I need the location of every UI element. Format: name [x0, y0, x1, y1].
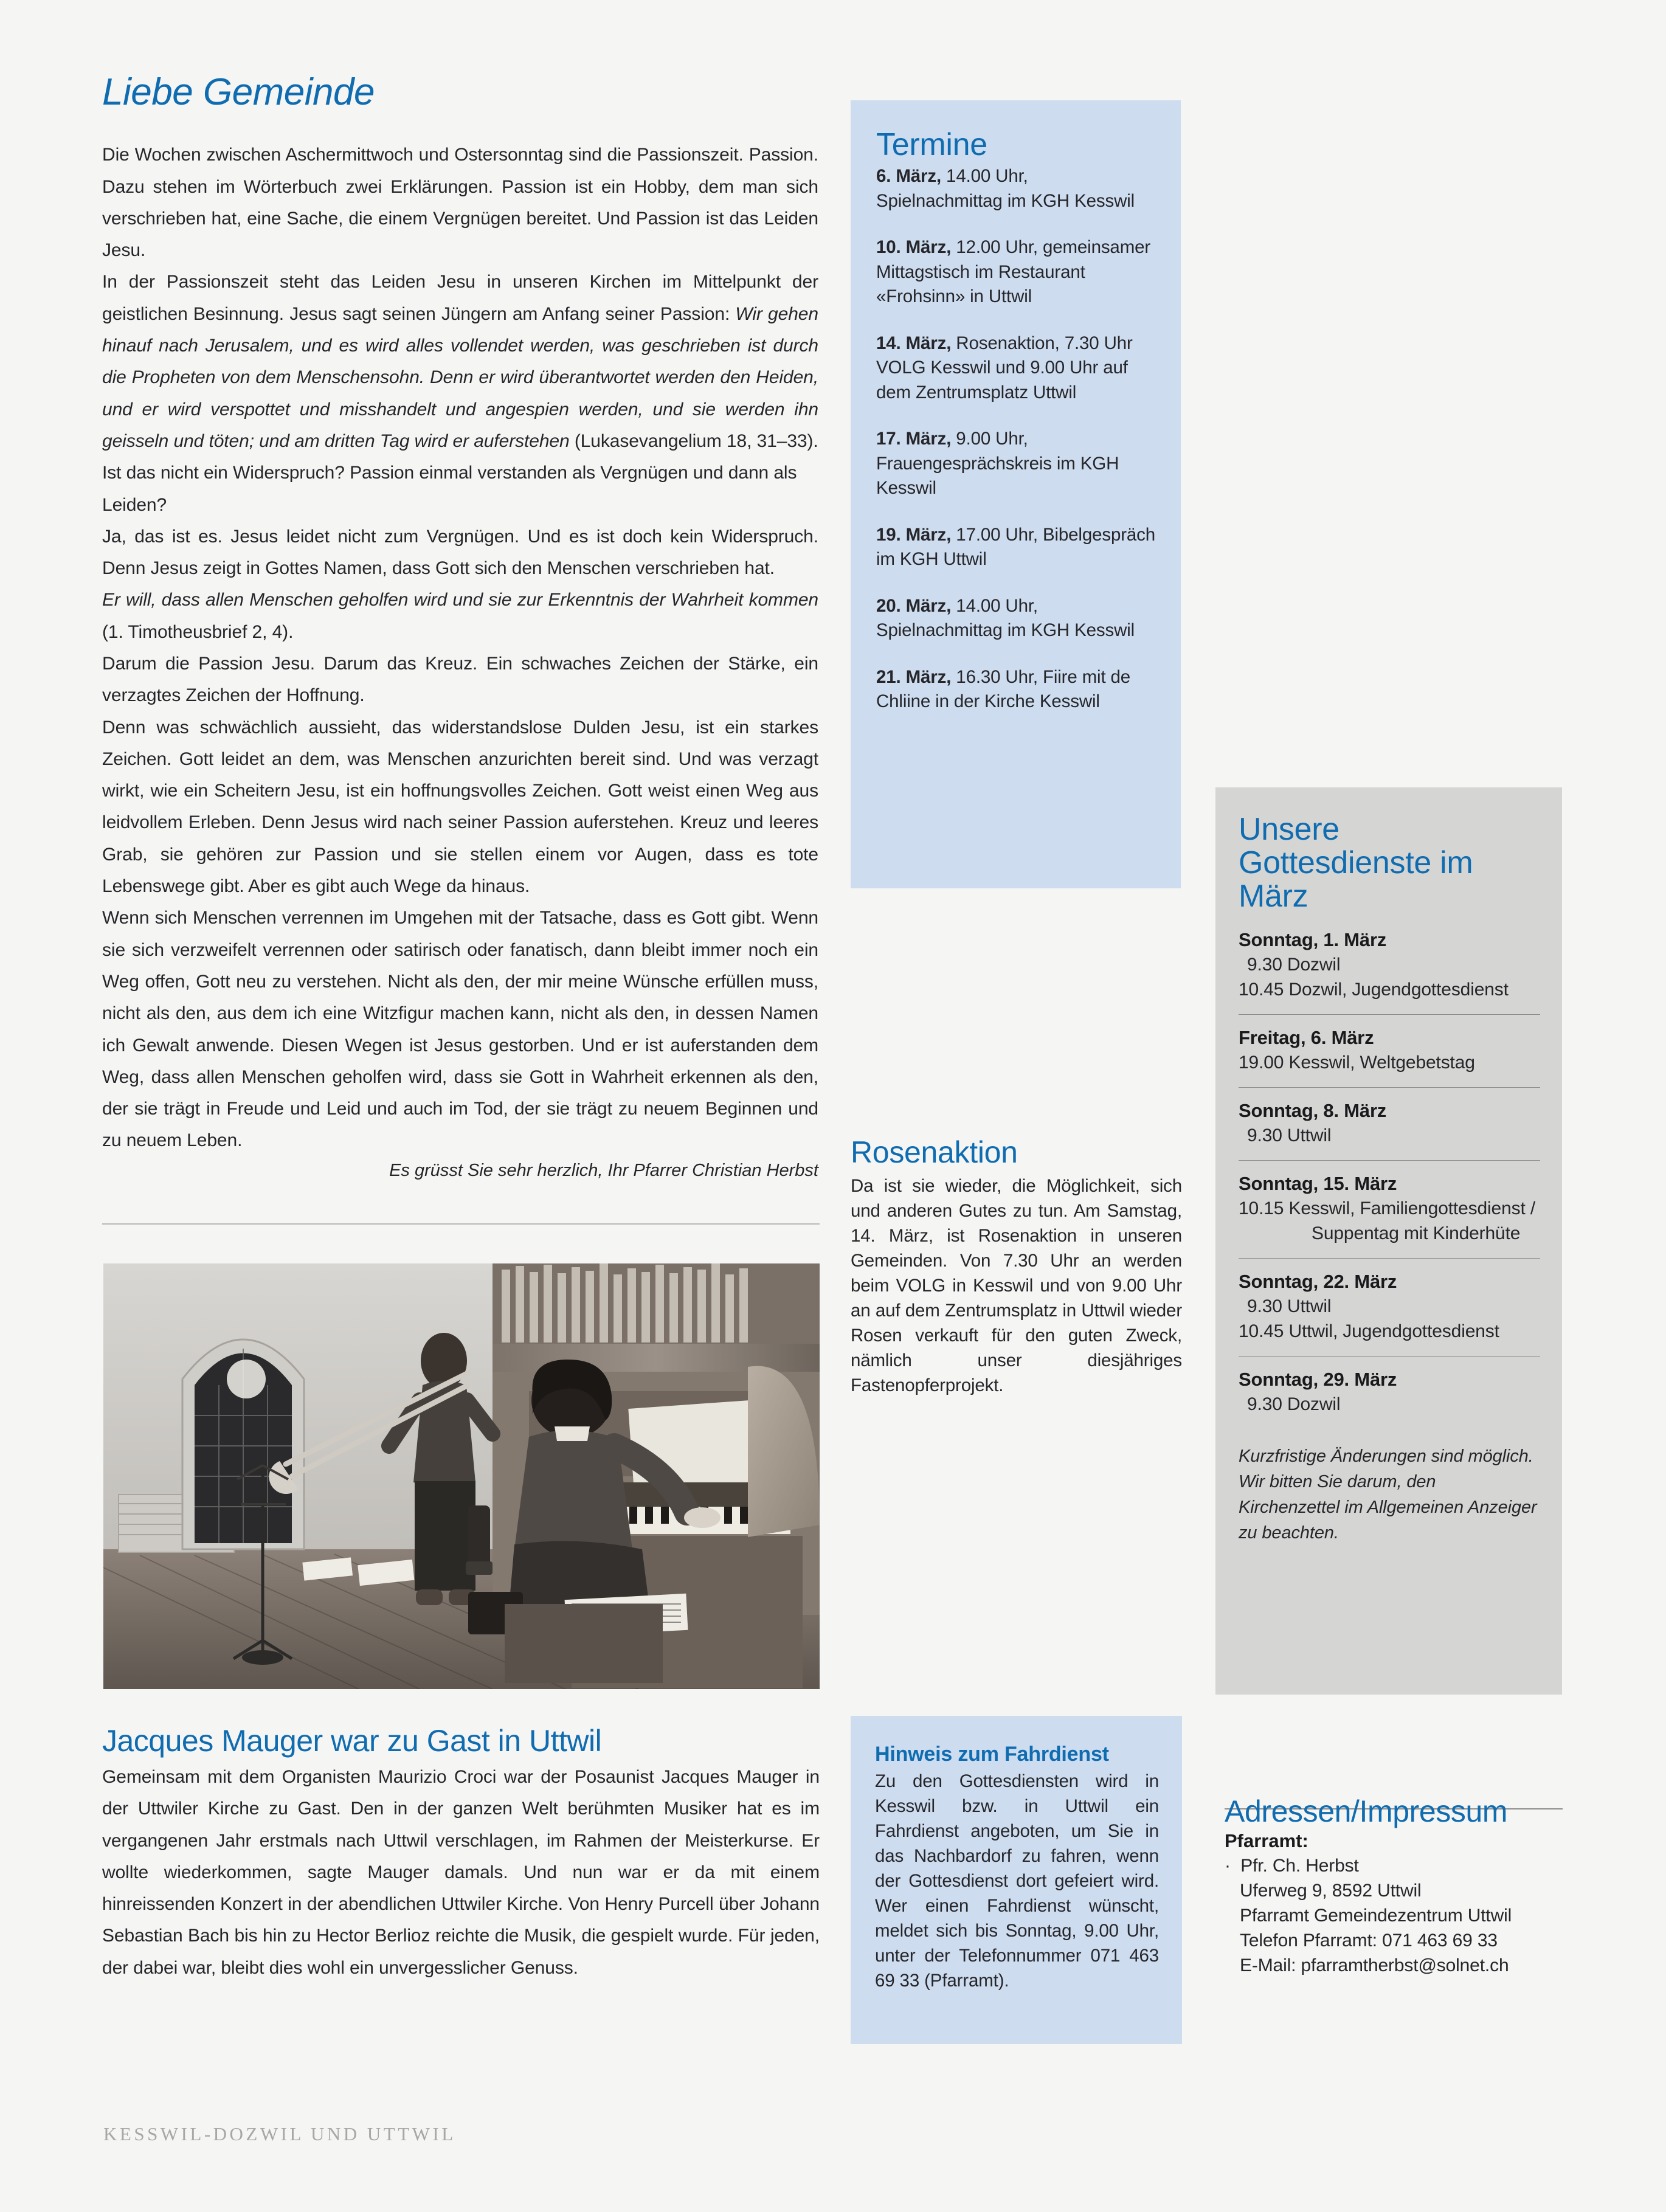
termine-date: 17. März, [876, 429, 952, 449]
termine-date: 14. März, [876, 333, 952, 353]
termine-title: Termine [876, 127, 987, 162]
termine-item [876, 427, 1156, 501]
concert-photo [103, 1263, 820, 1689]
service-item: 10.15 Kesswil, Familiengottesdienst / [1239, 1198, 1536, 1219]
service-item: 10.45 Dozwil, Jugendgottesdienst [1239, 980, 1509, 1000]
termine-item [876, 594, 1156, 643]
gottesdienste-inner [1215, 787, 1562, 1546]
adressen-line: Pfarramt Gemeindezentrum Uttwil [1240, 1906, 1512, 1926]
service-divider [1239, 1356, 1540, 1357]
rosenaktion-section [851, 1135, 1182, 1398]
service-divider [1239, 1087, 1540, 1088]
service-date: Sonntag, 29. März [1239, 1369, 1397, 1391]
service-date: Sonntag, 8. März [1239, 1100, 1387, 1122]
lead-article [102, 139, 818, 1181]
termine-inner [851, 100, 1181, 714]
service-item: 9.30 Dozwil [1247, 955, 1341, 975]
termine-text: 12.00 Uhr, gemeinsamer Mittagstisch im Restaurant «Frohsinn» in Uttwil [876, 237, 1151, 307]
fahrdienst-body: Zu den Gottesdiensten wird in Kesswil bzw. in Uttwil ein Fahrdienst angeboten, um Sie in das Nachbardorf zu fahren, wenn der Gottesdienst dort gefeiert wird. Wer einen Fahrdienst wünscht, meldet sich bis Sonntag, 9.00 Uhr, unter der Telefonnummer 071 463 69 33 (Pfarramt). [875, 1771, 1159, 1991]
paragraph: Ist das nicht ein Widerspruch? Passion einmal verstanden als Vergnügen und dann als Leiden? [102, 463, 797, 515]
service-date: Freitag, 6. März [1239, 1027, 1374, 1049]
service-item: 9.30 Uttwil [1247, 1125, 1332, 1146]
article-body: Gemeinsam mit dem Organisten Maurizio Croci war der Posaunist Jacques Mauger in der Uttwiler Kirche zu Gast. Den in der ganzen Welt berühmten Musiker hat es im vergangenen Jahr erstmals nach Uttwil verschlagen, im Rahmen der Meisterkurse. Er wollte wiederkommen, sagte Mauger damals. Und nun war er da mit einem hinreissenden Konzert in der abendlichen Uttwiler Kirche. Von Henry Purcell über Johann Sebastian Bach bis hin zu Hector Berlioz reichte die Musik, die gespielt wurde. Für jeden, der dabei war, bleibt dies wohl ein unvergesslicher Genuss. [102, 1767, 820, 1978]
termine-text: 9.00 Uhr, Frauengesprächskreis im KGH Kesswil [876, 429, 1119, 499]
timothy-ref: (1. Timotheusbrief 2, 4). [102, 621, 294, 642]
service-item: Suppentag mit Kinderhüte [1312, 1223, 1521, 1244]
paragraph: Ja, das ist es. Jesus leidet nicht zum Vergnügen. Und es ist doch kein Widerspruch. Denn Jesus zeigt in Gottes Namen, dass Gott sich den Menschen verschrieben hat. [102, 526, 818, 579]
termine-item [876, 164, 1156, 213]
service-date: Sonntag, 22. März [1239, 1271, 1397, 1293]
service-date: Sonntag, 1. März [1239, 929, 1387, 951]
service-entry [1239, 1100, 1540, 1148]
termine-item [876, 665, 1156, 714]
termine-text: Rosenaktion, 7.30 Uhr VOLG Kesswil und 9.00 Uhr auf dem Zentrumsplatz Uttwil [876, 333, 1133, 403]
paragraph-with-quote-2 [102, 584, 818, 648]
fahrdienst-box [851, 1716, 1182, 2044]
jacques-mauger-article [102, 1726, 820, 1984]
termine-date: 20. März, [876, 595, 952, 616]
rosenaktion-body: Da ist sie wieder, die Möglichkeit, sich und anderen Gutes zu tun. Am Samstag, 14. März, ist Rosenaktion in unseren Gemeinden. Von 7.30 Uhr an werden beim VOLG in Kesswil und von 9.00 Uhr an auf dem Zentrumsplatz in Uttwil wieder Rosen verkauft für den guten Zweck, nämlich unser diesjähriges Fastenopferprojekt. [851, 1176, 1182, 1395]
section-divider [102, 1223, 820, 1225]
adressen-section [1215, 1794, 1563, 1978]
service-entry [1239, 1369, 1540, 1417]
adressen-label: Pfarramt: [1225, 1830, 1308, 1851]
fahrdienst-title: Hinweis zum Fahrdienst [875, 1743, 1109, 1766]
bible-ref: (Lukasevangelium 18, 31–33). [574, 430, 818, 451]
paragraph-with-quote [102, 266, 818, 457]
service-item: 10.45 Uttwil, Jugendgottesdienst [1239, 1321, 1499, 1342]
page-title: Liebe Gemeinde [102, 71, 375, 113]
service-entry [1239, 1027, 1540, 1075]
fahrdienst-inner [851, 1716, 1182, 1993]
service-entry [1239, 1173, 1540, 1246]
service-item: 9.30 Dozwil [1247, 1394, 1341, 1415]
termine-date: 10. März, [876, 237, 952, 258]
adressen-line: Uferweg 9, 8592 Uttwil [1240, 1881, 1422, 1901]
paragraph: Denn was schwächlich aussieht, das widerstandslose Dulden Jesu, ist ein starkes Zeichen. Gott leidet an dem, was Menschen anzurichten bereit sind. Und was verzagt wirkt, wie ein Scheitern Jesu, ist ein hoffnungsvolles Zeichen. Gott weist einen Weg aus leidvollem Erleben. Denn Jesus wird nach seiner Passion auferstehen. Kreuz und leeres Grab, sie gehören zur Passion und sie stellen einem vor Augen, dass es tote Lebenswege gibt. Aber es gibt auch Wege da hinaus. [102, 717, 818, 897]
termine-date: 21. März, [876, 666, 952, 687]
paragraph: Die Wochen zwischen Aschermittwoch und Ostersonntag sind die Passionszeit. Passion. Dazu stehen im Wörterbuch zwei Erklärungen. Passion ist ein Hobby, dem man sich verschrieben hat, eine Sache, die einem Vergnügen bereitet. Und Passion ist das Leiden Jesu. [102, 145, 818, 261]
termine-text: 14.00 Uhr, Spielnachmittag im KGH Kesswil [876, 595, 1135, 641]
gottesdienste-box [1215, 787, 1562, 1695]
termine-text: 17.00 Uhr, Bibelgespräch im KGH Uttwil [876, 524, 1155, 570]
termine-item [876, 235, 1156, 309]
service-divider [1239, 1160, 1540, 1161]
service-divider [1239, 1014, 1540, 1015]
termine-item [876, 523, 1156, 572]
gottesdienste-note: Kurzfristige Änderungen sind möglich. Wir bitten Sie darum, den Kirchenzettel im Allgemeinen Anzeiger zu beachten. [1239, 1446, 1537, 1543]
adressen-title: Adressen/Impressum [1225, 1794, 1508, 1828]
article-title: Jacques Mauger war zu Gast in Uttwil [102, 1724, 602, 1758]
photo-illustration [103, 1263, 820, 1689]
adressen-line: · Pfr. Ch. Herbst [1215, 1853, 1563, 1878]
service-divider [1239, 1258, 1540, 1259]
termine-date: 6. März, [876, 166, 942, 187]
adressen-line: Telefon Pfarramt: 071 463 69 33 [1240, 1930, 1498, 1951]
left-column [102, 73, 818, 1181]
service-item: 19.00 Kesswil, Weltgebetstag [1239, 1052, 1475, 1073]
adressen-line: E-Mail: pfarramtherbst@solnet.ch [1240, 1955, 1509, 1975]
timothy-quote: Er will, dass allen Menschen geholfen wird und sie zur Erkenntnis der Wahrheit kommen [102, 590, 818, 610]
gottesdienste-title: Unsere Gottesdienste im März [1239, 812, 1473, 914]
service-date: Sonntag, 15. März [1239, 1173, 1397, 1195]
page-footer: KESSWIL-DOZWIL UND UTTWIL [103, 2123, 456, 2145]
paragraph: Wenn sich Menschen verrennen im Umgehen mit der Tatsache, dass es Gott gibt. Wenn sie sich verzweifelt verrennen oder satirisch oder fanatisch, dann bleibt immer noch ein Weg offen, Gott neu zu verstehen. Nicht als den, der mir meine Wünsche erfüllen muss, nicht als den, aus dem ich eine Witzfigur machen kann, nicht als den, in dessen Namen ich Gewalt anwende. Diesen Wegen ist Jesus gestorben. Und er ist auferstanden dem Weg, dass allen Menschen geholfen wird, dass sie Gott in Wahrheit erkennen als den, der sie trägt in Freude und Leid und auch im Tod, der sie trägt zu neuem Beginnen und zu neuem Leben. [102, 908, 818, 1151]
author-signature: Es grüsst Sie sehr herzlich, Ihr Pfarrer Christian Herbst [389, 1160, 818, 1180]
service-entry [1239, 929, 1540, 1002]
rosenaktion-title: Rosenaktion [851, 1135, 1018, 1169]
service-item: 9.30 Uttwil [1247, 1296, 1332, 1317]
termine-item [876, 331, 1156, 406]
service-entry [1239, 1271, 1540, 1344]
paragraph: Darum die Passion Jesu. Darum das Kreuz. Ein schwaches Zeichen der Stärke, ein verzagtes Zeichen der Hoffnung. [102, 653, 818, 706]
termine-text: 16.30 Uhr, Fiire mit de Chliine in der Kirche Kesswil [876, 666, 1131, 712]
bible-quote: Wir gehen hinauf nach Jerusalem, und es wird alles vollendet werden, was geschrieben ist durch die Propheten von dem Menschensohn. Denn er wird überantwortet werden den Heiden, und er wird verspottet und misshandelt und angespien werden, und sie werden ihn geisseln und töten; und am dritten Tag wird er auferstehen [102, 303, 818, 451]
termine-box [851, 100, 1181, 888]
termine-date: 19. März, [876, 524, 952, 545]
termine-text: 14.00 Uhr, Spielnachmittag im KGH Kesswil [876, 166, 1135, 211]
paragraph-intro: In der Passionszeit steht das Leiden Jesu in unseren Kirchen im Mittelpunkt der geistlichen Besinnung. Jesus sagt seinen Jüngern am Anfang seiner Passion: [102, 272, 818, 324]
